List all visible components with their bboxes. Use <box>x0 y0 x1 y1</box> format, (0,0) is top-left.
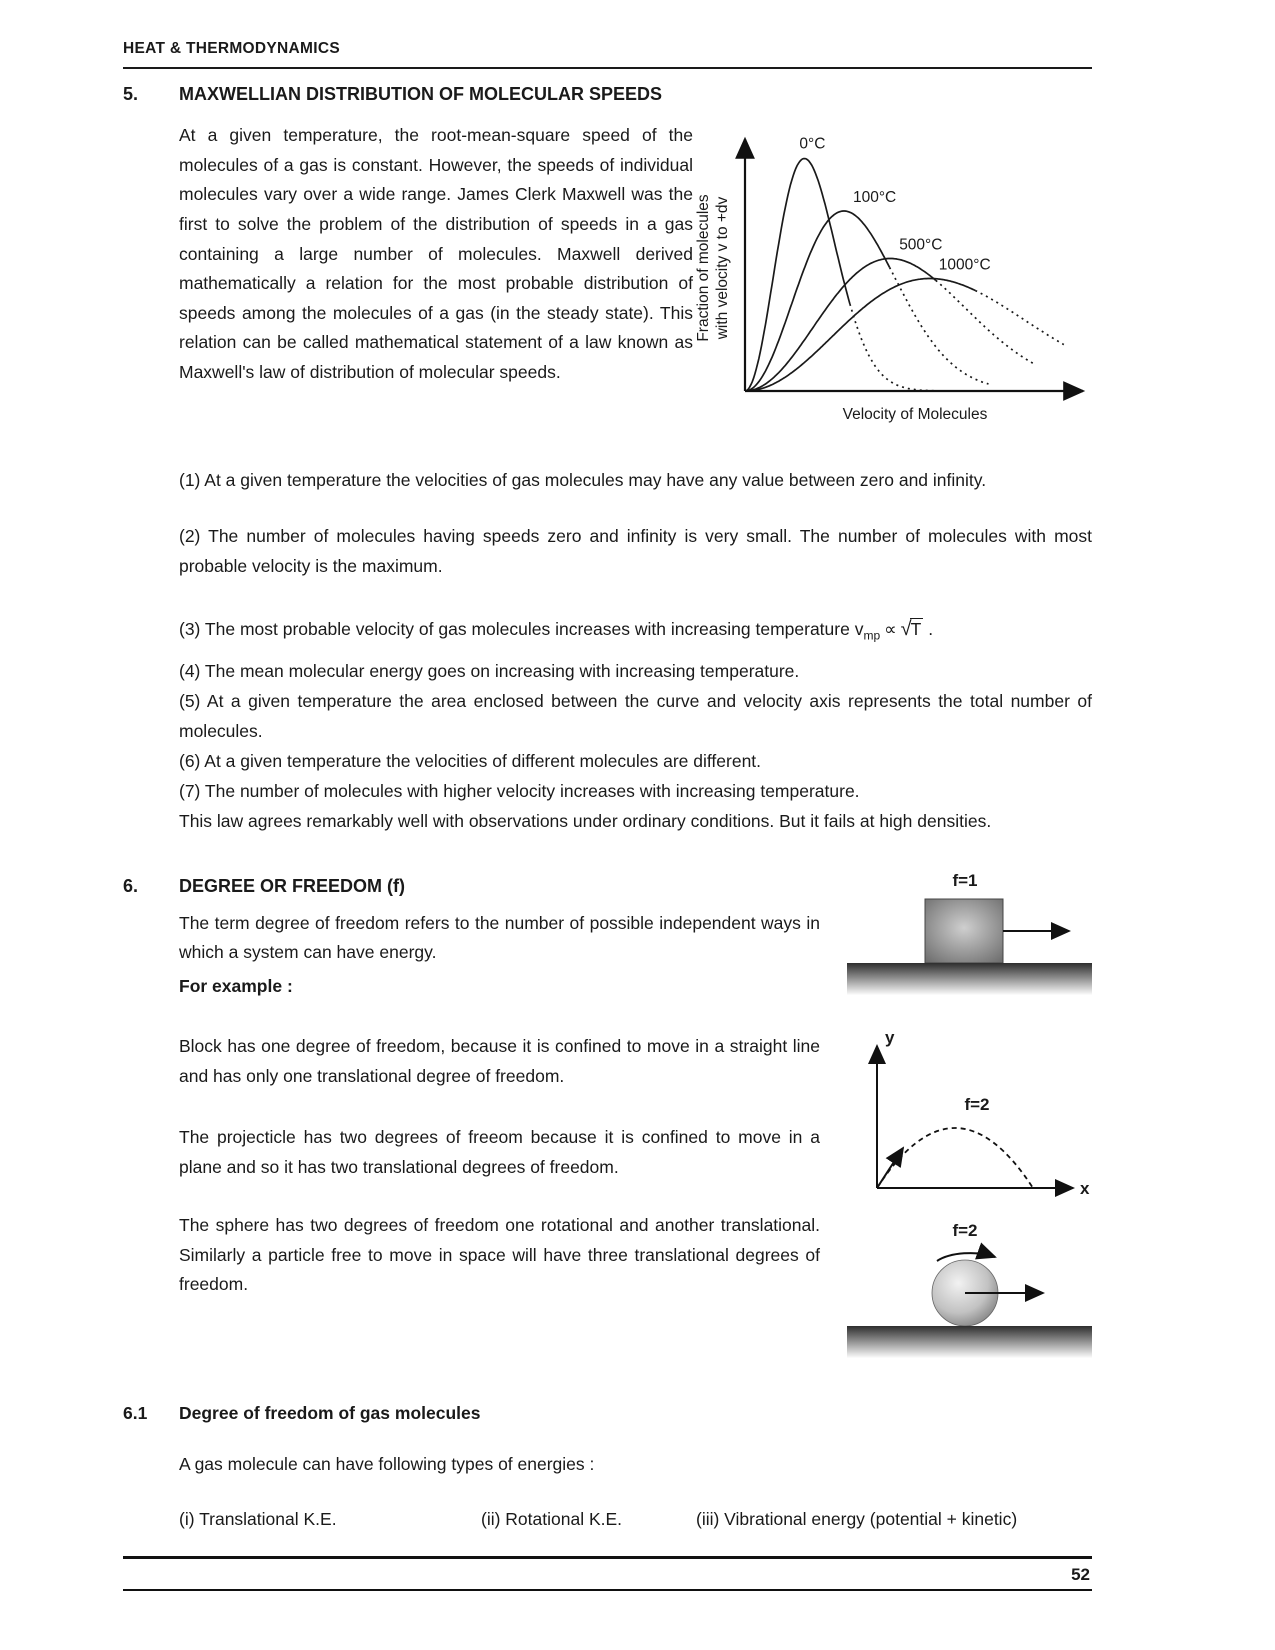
energy-types-row <box>179 1505 1092 1534</box>
y-axis-label-line2: with velocity v to +dv <box>714 196 731 340</box>
point-3 <box>179 612 1092 646</box>
footer-bottom-rule <box>123 1589 1092 1591</box>
section-6-1-number: 6.1 <box>123 1402 148 1423</box>
sphere-paragraph: The sphere has two degrees of freedom one rotational and another translational. Similarly a particle free to move in space will have three translational degrees of freedom. <box>179 1214 820 1295</box>
section-5-points <box>179 465 1092 836</box>
page-number: 52 <box>1071 1565 1090 1584</box>
vmp-formula <box>854 617 934 643</box>
block-shape <box>925 899 1003 963</box>
section-5-intro: At a given temperature, the root-mean-square speed of the molecules of a gas is constant. However, the speeds of individual molecules vary over a wide range. James Clerk Maxwell was the first to solve the problem of the distribution of speeds in a gas containing a large number of molecules. Maxwell derived mathematically a relation for the most probable distribution of speeds among the molecules of a gas (in the steady state). This relation can be called mathematical statement of a law known as Maxwell's law of distribution of molecular speeds. <box>179 125 693 382</box>
chapter-title: HEAT & THERMODYNAMICS <box>123 40 340 57</box>
trajectory-path <box>877 1128 1033 1188</box>
projectile-dof-label: f=2 <box>964 1094 990 1114</box>
curve-temp-label: 100°C <box>853 189 897 207</box>
sqrt-radical: √ <box>900 617 912 640</box>
energy-item-vibrational: (iii) Vibrational energy (potential + kinetic) <box>696 1509 1018 1530</box>
sphere-figure <box>847 1221 1092 1370</box>
section-5-body <box>123 121 1092 435</box>
section-5-heading <box>123 79 1092 109</box>
block-dof-label: f=1 <box>952 870 978 890</box>
point-2: (2) The number of molecules having speeds zero and infinity is very small. The number of molecules with most probable velocity is the maximum. <box>179 526 1092 577</box>
sqrt-radicand: T <box>910 618 922 639</box>
x-axis-label: Velocity of Molecules <box>842 406 988 424</box>
ground-surface <box>847 1326 1092 1358</box>
ground-surface <box>847 963 1092 995</box>
curve-temp-label: 1000°C <box>938 256 991 274</box>
section-6-title: DEGREE OR FREEDOM (f) <box>179 875 406 896</box>
energy-item-rotational: (ii) Rotational K.E. <box>481 1509 623 1530</box>
projectile-figure <box>847 1028 1092 1209</box>
section-6-text-column <box>123 871 820 1371</box>
block-paragraph: Block has one degree of freedom, because it is confined to move in a straight line and has only one translational degree of freedom. <box>179 1035 820 1086</box>
vmp-subscript: mp <box>863 628 881 643</box>
section-5-title: MAXWELLIAN DISTRIBUTION OF MOLECULAR SPEEDS <box>179 84 662 105</box>
point-3-period: . <box>923 618 934 639</box>
point-6: (6) At a given temperature the velocities of different molecules are different. <box>179 751 762 772</box>
y-axis-label-line1: Fraction of molecules <box>695 194 712 342</box>
projectile-paragraph: The projecticle has two degrees of freeom because it is confined to move in a plane and so it has two translational degrees of freedom. <box>179 1127 820 1178</box>
point-7: (7) The number of molecules with higher velocity increases with increasing temperature. <box>179 781 860 802</box>
footer-rule <box>123 1556 1092 1559</box>
maxwell-distribution-chart <box>693 123 1133 435</box>
curve-temp-label: 500°C <box>899 236 943 254</box>
point-3-text: (3) The most probable velocity of gas molecules increases with increasing temperature <box>179 618 850 639</box>
block-figure <box>847 871 1092 1010</box>
for-example-label: For example : <box>179 976 293 997</box>
section-6-1-heading <box>123 1399 1092 1428</box>
vmp-var: v <box>854 618 864 639</box>
section-6-heading <box>123 871 820 901</box>
section-6-1-title: Degree of freedom of gas molecules <box>179 1402 481 1423</box>
x-axis-glyph: x <box>1080 1178 1090 1198</box>
energy-item-translational: (i) Translational K.E. <box>179 1509 337 1530</box>
y-axis-glyph: y <box>885 1027 895 1047</box>
section-6-number: 6. <box>123 875 139 896</box>
section-6 <box>123 871 1092 1371</box>
page-header <box>123 36 1092 69</box>
page-footer <box>123 1556 1092 1591</box>
section-6-figures-column <box>820 871 1092 1371</box>
point-4: (4) The mean molecular energy goes on increasing with increasing temperature. <box>179 660 800 681</box>
gas-energies-intro: A gas molecule can have following types of energies : <box>179 1454 595 1475</box>
point-5: (5) At a given temperature the area enclosed between the curve and velocity axis represents the total number of molecules. <box>179 691 1092 742</box>
curve-temp-label: 0°C <box>799 135 826 153</box>
dof-definition: The term degree of freedom refers to the number of possible independent ways in which a system can have energy. <box>179 912 820 963</box>
section-5-number: 5. <box>123 84 139 105</box>
launch-arrow <box>877 1148 903 1188</box>
speed-distribution-svg <box>693 123 1133 435</box>
proportional-symbol: ∝ <box>884 618 897 639</box>
distribution-curves <box>746 136 1064 392</box>
point-closing: This law agrees remarkably well with observations under ordinary conditions. But it fails at high densities. <box>179 811 992 832</box>
sphere-dof-label: f=2 <box>952 1221 978 1241</box>
point-1: (1) At a given temperature the velocities of gas molecules may have any value between zero and infinity. <box>179 470 987 491</box>
